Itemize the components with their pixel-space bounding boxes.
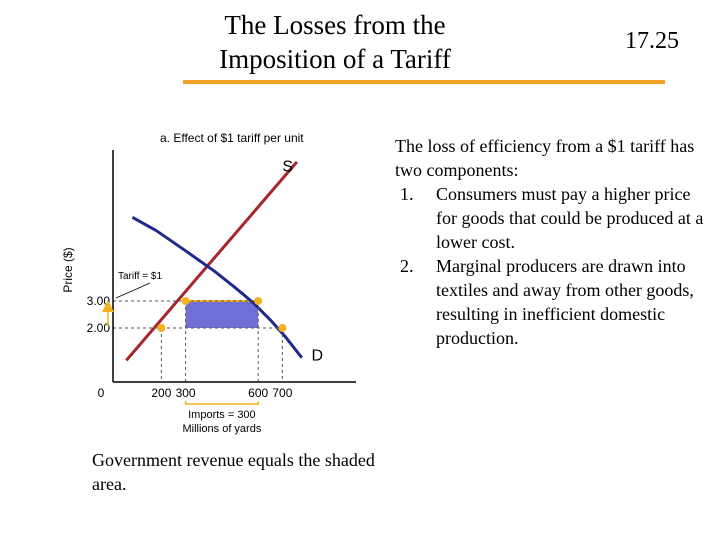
demand-label: D xyxy=(311,347,324,365)
x-axis-label: Millions of yards xyxy=(182,423,262,435)
tariff-pointer xyxy=(116,283,150,298)
supply-label: S xyxy=(282,158,294,176)
y-tick-label: 2.00 xyxy=(86,321,110,335)
x-tick-label: 600 xyxy=(248,386,269,400)
chart-point xyxy=(157,324,165,332)
x-tick-label: 700 xyxy=(272,386,293,400)
list-text: Consumers must pay a higher price for goods that could be produced at a lower cost. xyxy=(436,184,704,252)
origin-label: 0 xyxy=(97,386,105,400)
chart-title: a. Effect of $1 tariff per unit xyxy=(160,131,304,145)
list-number: 2. xyxy=(400,256,414,276)
slide-title: The Losses from the Imposition of a Tariff xyxy=(219,10,451,74)
chart-point xyxy=(254,297,262,305)
y-tick-label: 3.00 xyxy=(86,294,110,308)
chart-point xyxy=(278,324,286,332)
imports-bracket xyxy=(186,401,259,404)
list-text: Marginal producers are drawn into textiles and away from other goods, resulting in inefficient domestic production. xyxy=(436,256,694,348)
plot-area xyxy=(126,162,301,361)
x-tick-label: 200 xyxy=(151,386,172,400)
imports-label: Imports = 300 xyxy=(188,409,256,421)
chart-point xyxy=(182,297,190,305)
y-axis-label: Price ($) xyxy=(61,247,75,293)
demand-curve xyxy=(132,217,301,357)
supply-curve xyxy=(126,162,297,361)
list-number: 1. xyxy=(400,184,414,204)
caption-text: Government revenue equals the shaded area. xyxy=(92,450,375,494)
intro-text: The loss of efficiency from a $1 tariff has two components: xyxy=(395,136,695,180)
government-revenue-area xyxy=(186,301,259,328)
x-tick-label: 300 xyxy=(175,386,196,400)
tariff-label: Tariff = $1 xyxy=(118,271,163,282)
slide-number: 17.25 xyxy=(625,28,679,54)
